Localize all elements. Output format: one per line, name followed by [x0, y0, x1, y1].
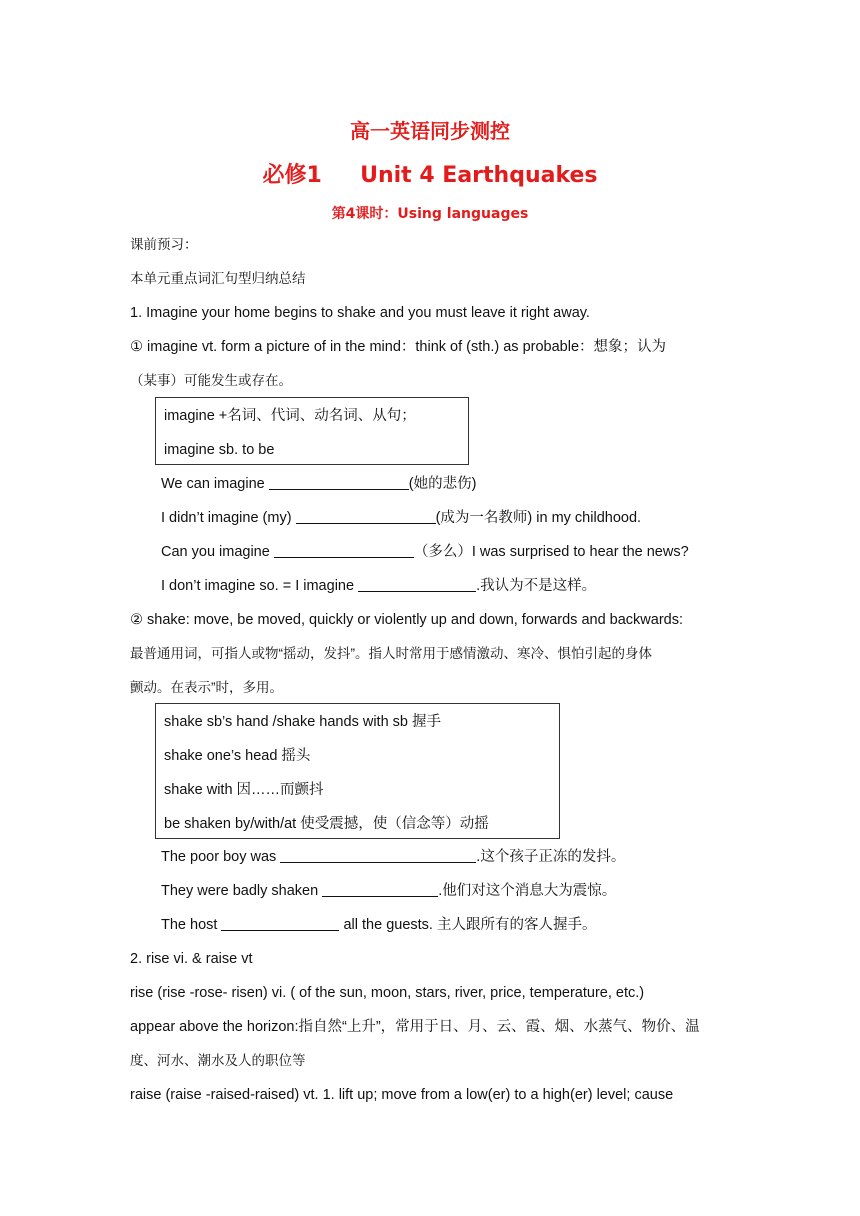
- exercise-text: The host: [161, 917, 222, 933]
- shake-definition-cont: 颤动。在表示”时，多用。: [130, 680, 283, 695]
- imagine-usage-box: [155, 397, 469, 465]
- answer-blank[interactable]: [221, 916, 339, 931]
- usage-line: imagine +名词、代词、动名词、从句；: [164, 408, 416, 424]
- usage-line: shake sb’s hand /shake hands with sb 握手: [164, 714, 442, 730]
- answer-blank[interactable]: [322, 882, 438, 897]
- imagine-definition-cont: （某事）可能发生或存在。: [130, 373, 292, 388]
- exercise-text: I didn’t imagine (my): [161, 510, 296, 526]
- answer-blank[interactable]: [358, 577, 476, 592]
- usage-line: imagine sb. to be: [164, 442, 275, 458]
- item1-sentence: 1. Imagine your home begins to shake and you must leave it right away.: [130, 305, 590, 321]
- exercise-line: [161, 542, 689, 562]
- summary-label: 本单元重点词汇句型归纳总结: [130, 271, 306, 286]
- rise-definition-cont: appear above the horizon:指自然“上升”，常用于日、月、云、霞、烟、水蒸气、物价、温: [130, 1019, 700, 1035]
- exercise-line: [161, 881, 616, 901]
- exercise-hint: (她的悲伤): [408, 476, 477, 492]
- usage-line: shake one’s head 摇头: [164, 748, 311, 764]
- usage-line: shake with 因……而颤抖: [164, 782, 324, 798]
- exercise-line: [161, 847, 625, 867]
- answer-blank[interactable]: [280, 848, 476, 863]
- exercise-text: We can imagine: [161, 476, 269, 492]
- raise-definition: raise (raise -raised-raised) vt. 1. lift up; move from a low(er) to a high(er) level; cause: [130, 1087, 674, 1103]
- document-title: 高一英语同步测控: [350, 119, 510, 143]
- exercise-line: [161, 508, 641, 528]
- rise-definition-cont: 度、河水、潮水及人的职位等: [130, 1053, 306, 1068]
- exercise-hint: (成为一名教师) in my childhood.: [435, 510, 642, 526]
- exercise-line: [161, 915, 596, 935]
- unit-title: 必修1 Unit 4 Earthquakes: [262, 163, 598, 188]
- answer-blank[interactable]: [269, 475, 409, 490]
- lesson-title: 第4课时：Using languages: [331, 206, 529, 222]
- usage-line: be shaken by/with/at 使受震撼，使（信念等）动摇: [164, 816, 489, 832]
- shake-usage-box: [155, 703, 560, 839]
- answer-blank[interactable]: [274, 543, 414, 558]
- exercise-hint: .我认为不是这样。: [476, 578, 597, 594]
- exercise-text: Can you imagine: [161, 544, 274, 560]
- exercise-hint: all the guests. 主人跟所有的客人握手。: [339, 917, 597, 933]
- exercise-line: [161, 474, 476, 494]
- exercise-text: They were badly shaken: [161, 883, 323, 899]
- exercise-hint: .这个孩子正冻的发抖。: [476, 849, 626, 865]
- answer-blank[interactable]: [296, 509, 436, 524]
- exercise-text: The poor boy was: [161, 849, 281, 865]
- exercise-line: [161, 576, 596, 596]
- item2-heading: 2. rise vi. & raise vt: [130, 951, 253, 967]
- shake-definition: ② shake: move, be moved, quickly or violently up and down, forwards and backwards:: [130, 612, 683, 628]
- exercise-text: I don’t imagine so. = I imagine: [161, 578, 359, 594]
- exercise-hint: （多么）I was surprised to hear the news?: [413, 544, 689, 560]
- shake-definition-cont: 最普通用词，可指人或物“摇动，发抖”。指人时常用于感情激动、寒冷、惧怕引起的身体: [130, 646, 652, 661]
- exercise-hint: .他们对这个消息大为震惊。: [438, 883, 617, 899]
- preview-label: 课前预习：: [130, 237, 198, 252]
- imagine-definition: ① imagine vt. form a picture of in the mind：think of (sth.) as probable：想象；认为: [130, 339, 667, 355]
- rise-definition: rise (rise -rose- risen) vi. ( of the sun, moon, stars, river, price, temperature, etc.): [130, 985, 645, 1001]
